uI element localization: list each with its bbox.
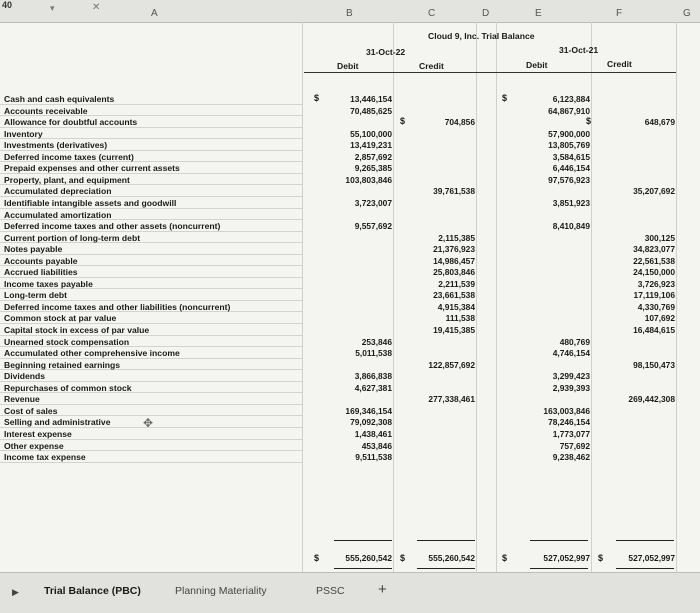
currency-symbol: $	[314, 553, 320, 563]
cell-d22[interactable]: 453,846	[361, 440, 392, 451]
row-label[interactable]: Common stock at par value	[4, 313, 117, 324]
column-header-b[interactable]: B	[346, 8, 353, 19]
cell-d22[interactable]: 2,857,692	[354, 151, 392, 162]
cell-d21[interactable]: 97,576,923	[548, 174, 590, 185]
row-label[interactable]: Prepaid expenses and other current assets	[4, 163, 180, 174]
cell-c22[interactable]: 14,986,457	[433, 255, 475, 266]
row-label[interactable]: Cost of sales	[4, 405, 58, 416]
cell-d22[interactable]: 13,419,231	[350, 140, 392, 151]
row-label[interactable]: Accrued liabilities	[4, 267, 78, 278]
dropdown-icon[interactable]: ▾	[50, 3, 55, 13]
cell-d22[interactable]: 103,803,846	[345, 174, 392, 185]
tab-pssc[interactable]: PSSC	[316, 585, 345, 597]
row-label[interactable]: Accumulated amortization	[4, 209, 112, 220]
cell-d22[interactable]: 253,846	[361, 336, 392, 347]
cell-c21[interactable]: 24,150,000	[633, 267, 675, 278]
cell-c22[interactable]: 2,115,385	[438, 232, 475, 243]
row-label[interactable]: Repurchases of common stock	[4, 382, 132, 393]
column-header-c[interactable]: C	[428, 8, 436, 19]
row-label[interactable]: Identifiable intangible assets and goodwill	[4, 197, 177, 208]
cell-c21[interactable]: 35,207,692	[633, 186, 675, 197]
row-label[interactable]: Capital stock in excess of par value	[4, 325, 150, 335]
row-label[interactable]: Inventory	[4, 128, 43, 139]
row-label[interactable]: Interest expense	[4, 428, 72, 439]
row-label[interactable]: Beginning retained earnings	[4, 359, 121, 370]
cell-d21[interactable]: 163,003,846	[543, 405, 590, 416]
column-header-a[interactable]: A	[151, 8, 158, 19]
cell-d21[interactable]: 57,900,000	[548, 128, 590, 139]
period-date-2022: 31-Oct-22	[366, 47, 406, 57]
tab-planning-materiality[interactable]: Planning Materiality	[175, 585, 267, 597]
cell-c21[interactable]: 4,330,769	[637, 301, 675, 312]
sheet-title: Cloud 9, Inc. Trial Balance	[428, 31, 535, 41]
currency-symbol: $	[598, 553, 604, 563]
period-date-2021: 31-Oct-21	[559, 45, 599, 55]
cell-d22[interactable]: 9,265,385	[354, 163, 392, 174]
total-c21[interactable]: 527,052,997	[628, 553, 675, 563]
row-label[interactable]: Notes payable	[4, 244, 63, 255]
cell-d22[interactable]: 5,011,538	[355, 348, 392, 359]
debit-header-2022: Debit	[337, 61, 359, 71]
cancel-icon[interactable]: ✕	[92, 2, 101, 13]
cell-c21[interactable]: 34,823,077	[633, 244, 675, 255]
cell-d21[interactable]: 3,299,423	[552, 371, 590, 382]
currency-symbol: $	[314, 93, 320, 103]
currency-symbol: $	[400, 116, 406, 127]
row-label[interactable]: Revenue	[4, 394, 40, 405]
cell-reference: 40	[2, 0, 13, 10]
row-label[interactable]: Current portion of long-term debt	[4, 232, 141, 243]
cell-c22[interactable]: 2,211,539	[438, 278, 475, 289]
cell-d22[interactable]: 169,346,154	[345, 405, 392, 416]
row-label[interactable]: Accumulated depreciation	[4, 186, 112, 197]
cell-c21[interactable]: 300,125	[644, 232, 675, 243]
cell-d22[interactable]: 9,557,692	[354, 221, 392, 232]
cell-d21[interactable]: 4,746,154	[552, 348, 590, 359]
currency-symbol: $	[502, 553, 508, 563]
row-divider	[0, 138, 302, 139]
cell-d21[interactable]: 757,692	[559, 440, 590, 451]
cell-d21[interactable]: 1,773,077	[552, 428, 590, 439]
cell-d21[interactable]: 9,238,462	[552, 452, 590, 463]
cell-d22[interactable]: 3,723,007	[354, 197, 392, 208]
debit-header-2021: Debit	[526, 60, 548, 70]
cell-c21[interactable]: 17,119,106	[633, 290, 675, 301]
row-label[interactable]: Accumulated other comprehensive income	[4, 348, 180, 359]
cell-c21[interactable]: 16,484,615	[633, 325, 675, 335]
column-header-e[interactable]: E	[535, 8, 542, 19]
cell-d22[interactable]: 4,627,381	[354, 382, 392, 393]
row-label[interactable]: Deferred income taxes and other liabilities (noncurrent)	[4, 301, 231, 312]
cell-c21[interactable]: 22,561,538	[633, 255, 675, 266]
cell-c22[interactable]: 39,761,538	[433, 186, 475, 197]
cell-d21[interactable]: 64,867,910	[548, 105, 590, 116]
row-label[interactable]: Long-term debt	[4, 290, 68, 301]
cell-d21[interactable]: 6,446,154	[552, 163, 590, 174]
cell-d21[interactable]: 480,769	[559, 336, 590, 347]
cell-d22[interactable]: 9,511,538	[355, 452, 392, 463]
row-label[interactable]: Property, plant, and equipment	[4, 174, 130, 185]
play-icon[interactable]: ▶	[12, 587, 19, 597]
cell-c21[interactable]: 98,150,473	[633, 359, 675, 370]
currency-symbol: $	[586, 116, 592, 127]
cell-d21[interactable]: 2,939,393	[552, 382, 590, 393]
cell-c22[interactable]: 122,857,692	[428, 359, 475, 370]
row-label[interactable]: Investments (derivatives)	[4, 140, 108, 151]
column-header-bar	[0, 0, 700, 23]
total-d21[interactable]: 527,052,997	[543, 553, 590, 563]
credit-header-2022: Credit	[419, 61, 444, 71]
cell-d21[interactable]: 3,584,615	[552, 151, 590, 162]
cell-d21[interactable]: 8,410,849	[552, 221, 590, 232]
cell-c21[interactable]: 3,726,923	[637, 278, 675, 289]
cell-c22[interactable]: 19,415,385	[433, 325, 475, 335]
row-label[interactable]: Other expense	[4, 440, 64, 451]
cell-d22[interactable]: 55,100,000	[350, 128, 392, 139]
cell-c21[interactable]: 269,442,308	[628, 394, 675, 405]
currency-symbol: $	[400, 553, 406, 563]
cell-c22[interactable]: 111,538	[445, 313, 475, 324]
row-label[interactable]: Income taxes payable	[4, 278, 93, 289]
cell-c21[interactable]: 107,692	[644, 313, 675, 324]
cursor-icon: ✥	[143, 416, 154, 430]
row-label[interactable]: Deferred income taxes (current)	[4, 151, 134, 162]
currency-symbol: $	[502, 93, 508, 103]
row-label[interactable]: Allowance for doubtful accounts	[4, 117, 138, 128]
cell-d22[interactable]: 13,446,154	[350, 94, 392, 104]
row-divider	[0, 404, 302, 405]
cell-c21[interactable]: 648,679	[644, 117, 675, 128]
column-header-f[interactable]: F	[616, 8, 623, 19]
cell-c22[interactable]: 4,915,384	[437, 301, 475, 312]
cell-c22[interactable]: 25,803,846	[433, 267, 475, 278]
row-label[interactable]: Selling and administrative	[4, 417, 111, 428]
cell-d22[interactable]: 1,438,461	[354, 428, 392, 439]
column-header-g[interactable]: G	[683, 8, 691, 19]
cell-d21[interactable]: 3,851,923	[552, 197, 590, 208]
cell-d21[interactable]: 78,246,154	[548, 417, 590, 428]
row-label[interactable]: Unearned stock compensation	[4, 336, 130, 347]
row-divider	[0, 381, 302, 382]
row-label[interactable]: Dividends	[4, 371, 46, 382]
cell-d22[interactable]: 79,092,308	[350, 417, 392, 428]
cell-c22[interactable]: 704,856	[444, 117, 475, 128]
cell-d21[interactable]: 13,805,769	[548, 140, 590, 151]
tab-trial-balance[interactable]: Trial Balance (PBC)	[44, 585, 141, 597]
row-label[interactable]: Accounts receivable	[4, 105, 88, 116]
credit-header-2021: Credit	[607, 59, 632, 69]
row-label[interactable]: Income tax expense	[4, 452, 86, 463]
row-label[interactable]: Cash and cash equivalents	[4, 94, 115, 104]
cell-d21[interactable]: 6,123,884	[552, 94, 590, 104]
total-c22[interactable]: 555,260,542	[428, 553, 475, 563]
cell-d22[interactable]: 3,866,838	[354, 371, 392, 382]
row-label[interactable]: Accounts payable	[4, 255, 78, 266]
add-sheet-button[interactable]: +	[378, 581, 387, 598]
total-d22[interactable]: 555,260,542	[345, 553, 392, 563]
row-label[interactable]: Deferred income taxes and other assets (noncurrent)	[4, 221, 221, 232]
cell-d22[interactable]: 70,485,625	[350, 105, 392, 116]
cell-c22[interactable]: 277,338,461	[428, 394, 475, 405]
sheet-tab-bar	[0, 572, 700, 613]
cell-c22[interactable]: 21,376,923	[433, 244, 475, 255]
column-header-d[interactable]: D	[482, 8, 490, 19]
cell-c22[interactable]: 23,661,538	[433, 290, 475, 301]
